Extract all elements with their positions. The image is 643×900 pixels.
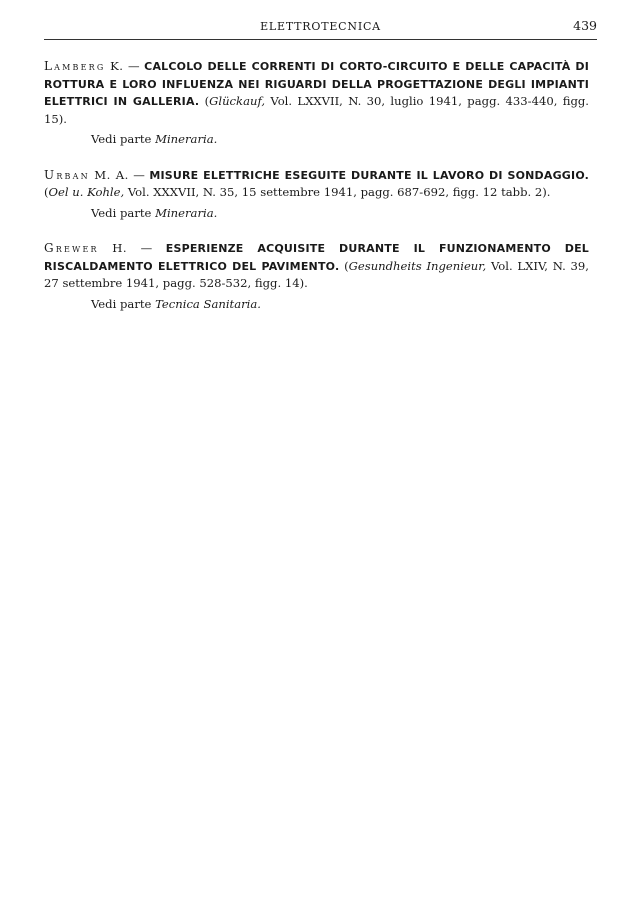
see-also-prefix: Vedi parte [91,132,152,146]
entry-citation: Lamberg K. — CALCOLO DELLE CORRENTI DI CORTO-CIRCUITO E DELLE CAPACITÀ DI ROTTURA E LORO INFLUENZA NEI RIGUARDI DELLA PROGETTAZIONE DEGLI IMPIANTI ELETTRICI IN GALLERIA. (Glückauf, Vol. LXXVII, N. 30, luglio 1941, pagg. 433-440, figg. 15). [44,59,589,126]
see-also-note [91,131,589,149]
article-title: ESPERIENZE ACQUISITE DURANTE IL FUNZIONAMENTO DEL RISCALDAMENTO ELETTRICO DEL PAVIMENTO. [44,242,590,273]
see-also-prefix: Vedi parte [91,205,152,220]
publication-details: Vol. LXXVII, N. 30, luglio 1941, pagg. 433-440, figg. 15). [44,94,589,126]
journal-name: Glückauf, [209,94,266,108]
article-title: MISURE ELETTRICHE ESEGUITE DURANTE IL LAVORO DI SONDAGGIO. [149,168,590,182]
author-initials: H. [112,241,128,255]
running-title: ELETTROTECNICA [260,20,381,33]
publication-details: Vol. LXIV, N. 39, 27 settembre 1941, pagg. 528-532, figg. 14). [44,258,589,290]
bibliography-entry [44,58,589,149]
entry-citation: Urban M. A. — MISURE ELETTRICHE ESEGUITE DURANTE IL LAVORO DI SONDAGGIO. (Oel u. Kohle, Vol. XXXVII, N. 35, 15 settembre 1941, pagg. 687-692, figg. 12 tabb. 2). [44,167,590,199]
header-rule [44,39,597,40]
see-also-note [91,296,589,314]
bibliography-entry [44,240,589,313]
entry-citation: Grewer H. — ESPERIENZE ACQUISITE DURANTE IL FUNZIONAMENTO DEL RISCALDAMENTO ELETTRICO DEL PAVIMENTO. (Gesundheits Ingenieur, Vol. LXIV, N. 39, 27 settembre 1941, pagg. 528-532, figg. 14). [44,241,590,290]
page-number: 439 [573,18,597,33]
author-surname: Urban [44,167,90,182]
bibliography-list [44,58,589,331]
see-also-section: Mineraria. [155,205,218,220]
journal-name: Oel u. Kohle, [48,185,125,199]
see-also-section: Mineraria. [155,132,218,146]
publication-details: Vol. XXXVII, N. 35, 15 settembre 1941, pagg. 687-692, figg. 12 tabb. 2). [127,185,551,199]
journal-name: Gesundheits Ingenieur, [348,258,487,273]
author-surname: Lamberg [44,59,106,73]
author-initials: M. A. [94,167,129,182]
article-title: CALCOLO DELLE CORRENTI DI CORTO-CIRCUITO E DELLE CAPACITÀ DI ROTTURA E LORO INFLUENZA NEI RIGUARDI DELLA PROGETTAZIONE DEGLI IMPIANTI ELETTRICI IN GALLERIA. [44,60,589,108]
bibliography-entry [44,167,589,223]
author-initials: K. [110,59,124,73]
see-also-section: Tecnica Sanitaria. [155,296,261,311]
author-surname: Grewer [44,241,99,255]
see-also-note [91,205,589,223]
see-also-prefix: Vedi parte [91,296,152,311]
